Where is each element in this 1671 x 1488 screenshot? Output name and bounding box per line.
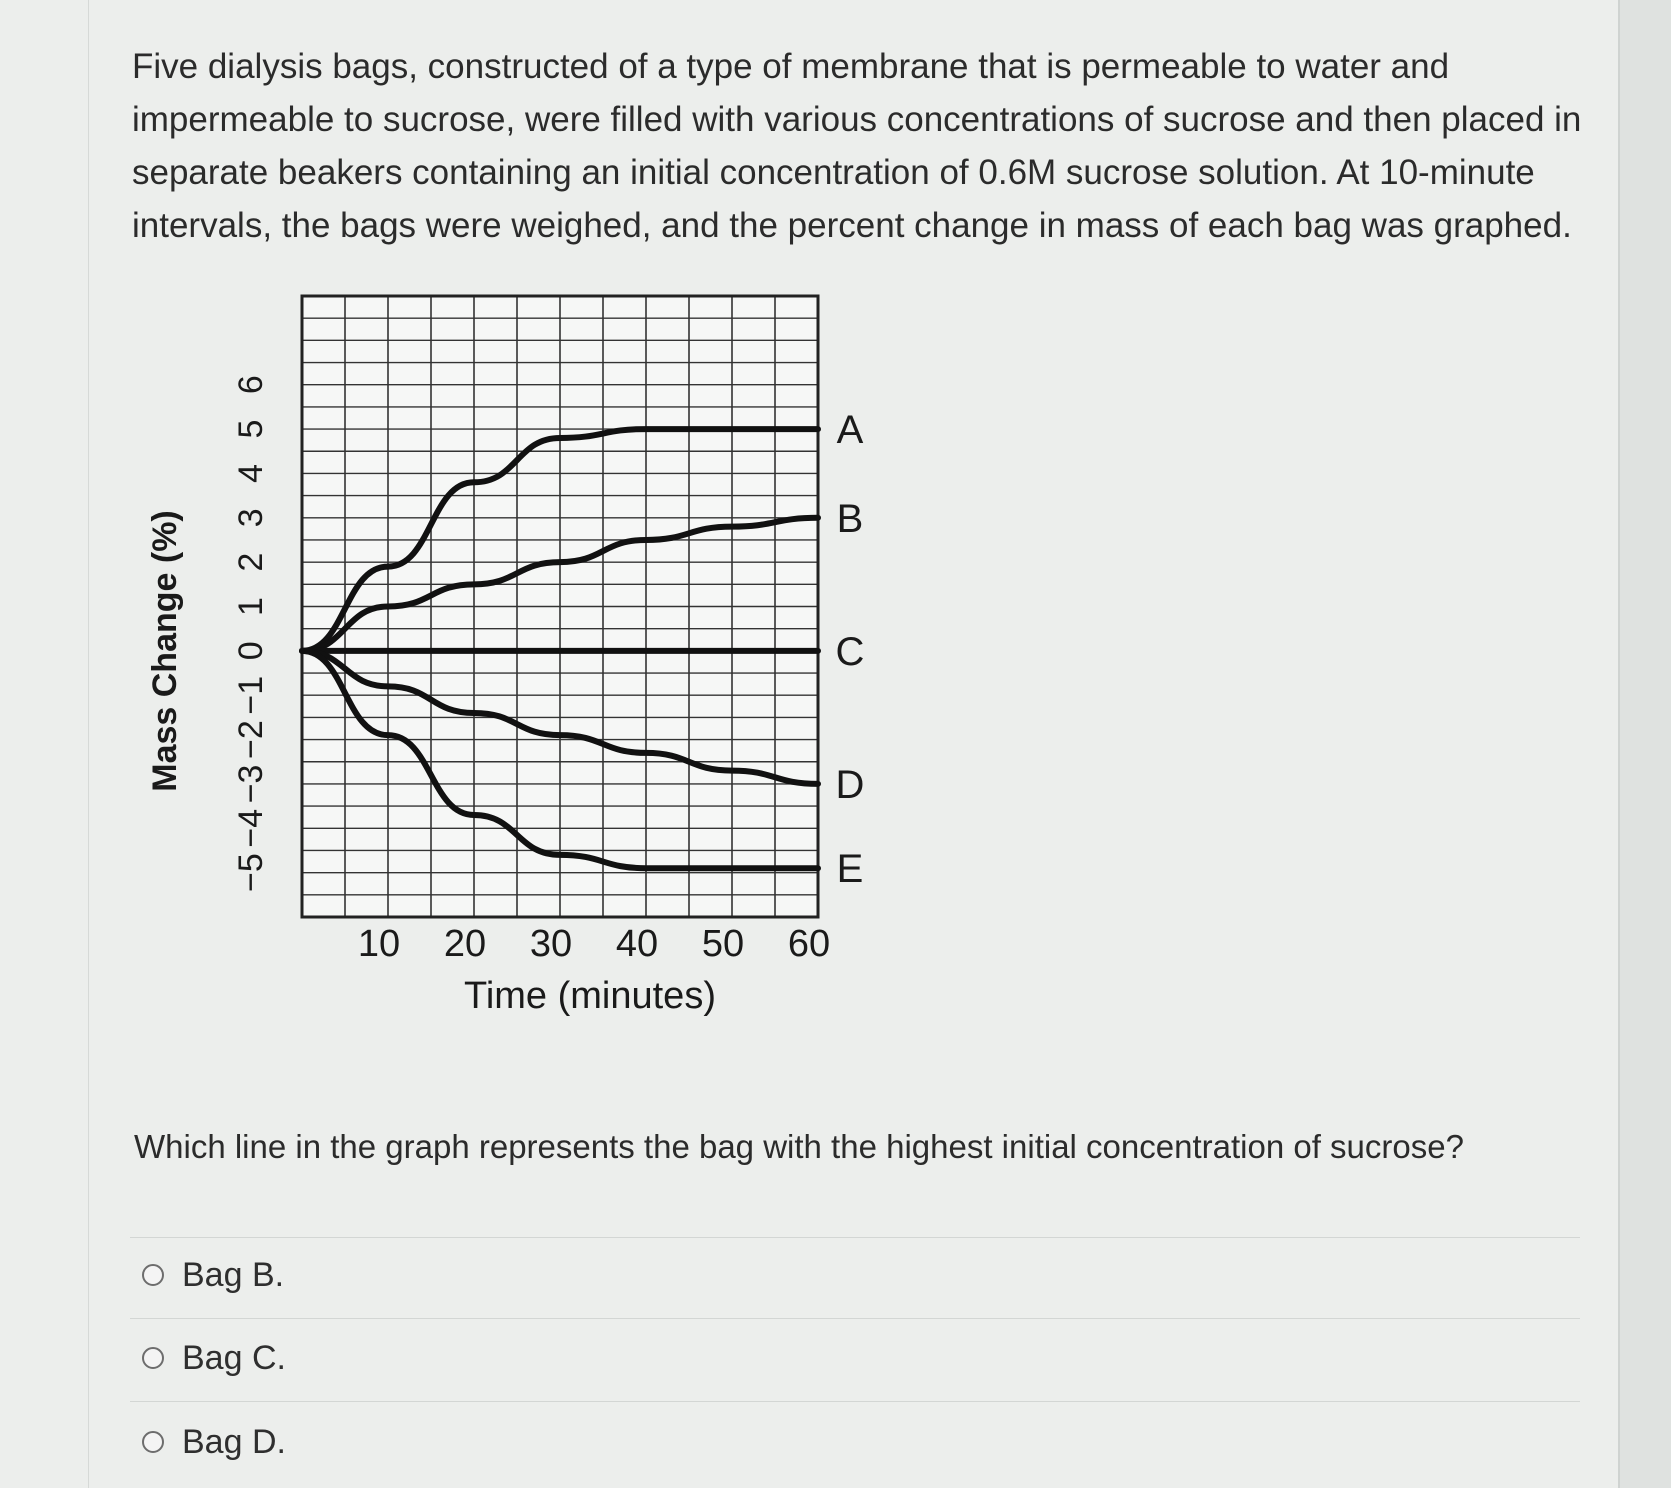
y-tick-label: 6 [232, 375, 270, 395]
x-tick-label: 40 [615, 923, 659, 965]
question-prompt: Five dialysis bags, constructed of a type of membrane that is permeable to water and impermeable to sucrose, were filled with various concentrations of sucrose and then placed in separate beakers containing an initial concentration of 0.6M sucrose solution. At 10-minute intervals, the bags were weighed, and the percent change in mass of each bag was graphed. [132, 47, 1582, 245]
divider [130, 1401, 1580, 1402]
x-tick-label: 60 [787, 923, 831, 965]
option-bag-d[interactable] [142, 1416, 286, 1468]
question-text: Which line in the graph represents the bag with the highest initial concentration of sucrose? [134, 1128, 1464, 1165]
x-axis-label: Time (minutes) [464, 975, 716, 1017]
y-tick-label: 0 [232, 641, 270, 661]
series-label-b: B [836, 496, 864, 541]
y-tick-label: 5 [232, 419, 270, 439]
x-tick-label: 30 [529, 923, 573, 965]
y-tick-label: −2 [232, 720, 270, 759]
series-label-d: D [835, 762, 865, 807]
x-tick-label: 50 [701, 923, 745, 965]
radio-icon[interactable] [142, 1431, 164, 1453]
series-label-e: E [836, 847, 864, 892]
option-label: Bag D. [182, 1422, 286, 1461]
radio-icon[interactable] [142, 1347, 164, 1369]
y-tick-label: −4 [232, 808, 270, 848]
option-label: Bag C. [182, 1338, 286, 1377]
divider [130, 1318, 1580, 1319]
option-bag-b[interactable] [142, 1249, 284, 1301]
y-axis-label: Mass Change (%) [146, 510, 184, 792]
y-tick-label: −3 [232, 764, 270, 804]
option-bag-c[interactable] [142, 1332, 286, 1384]
x-tick-label: 20 [443, 923, 487, 965]
x-tick-label: 10 [357, 923, 401, 965]
radio-icon[interactable] [142, 1264, 164, 1286]
y-tick-label: 3 [232, 508, 270, 528]
divider [130, 1237, 1580, 1238]
series-label-c: C [835, 629, 865, 674]
y-tick-label: 4 [232, 463, 270, 483]
y-tick-label: 1 [232, 597, 270, 616]
mass-change-chart [130, 290, 950, 1090]
y-tick-label: −1 [232, 675, 270, 715]
y-tick-label: −5 [232, 853, 270, 893]
card-left-border [88, 0, 89, 1488]
y-tick-label: 2 [232, 552, 270, 572]
series-label-a: A [836, 408, 864, 453]
option-label: Bag B. [182, 1255, 285, 1294]
